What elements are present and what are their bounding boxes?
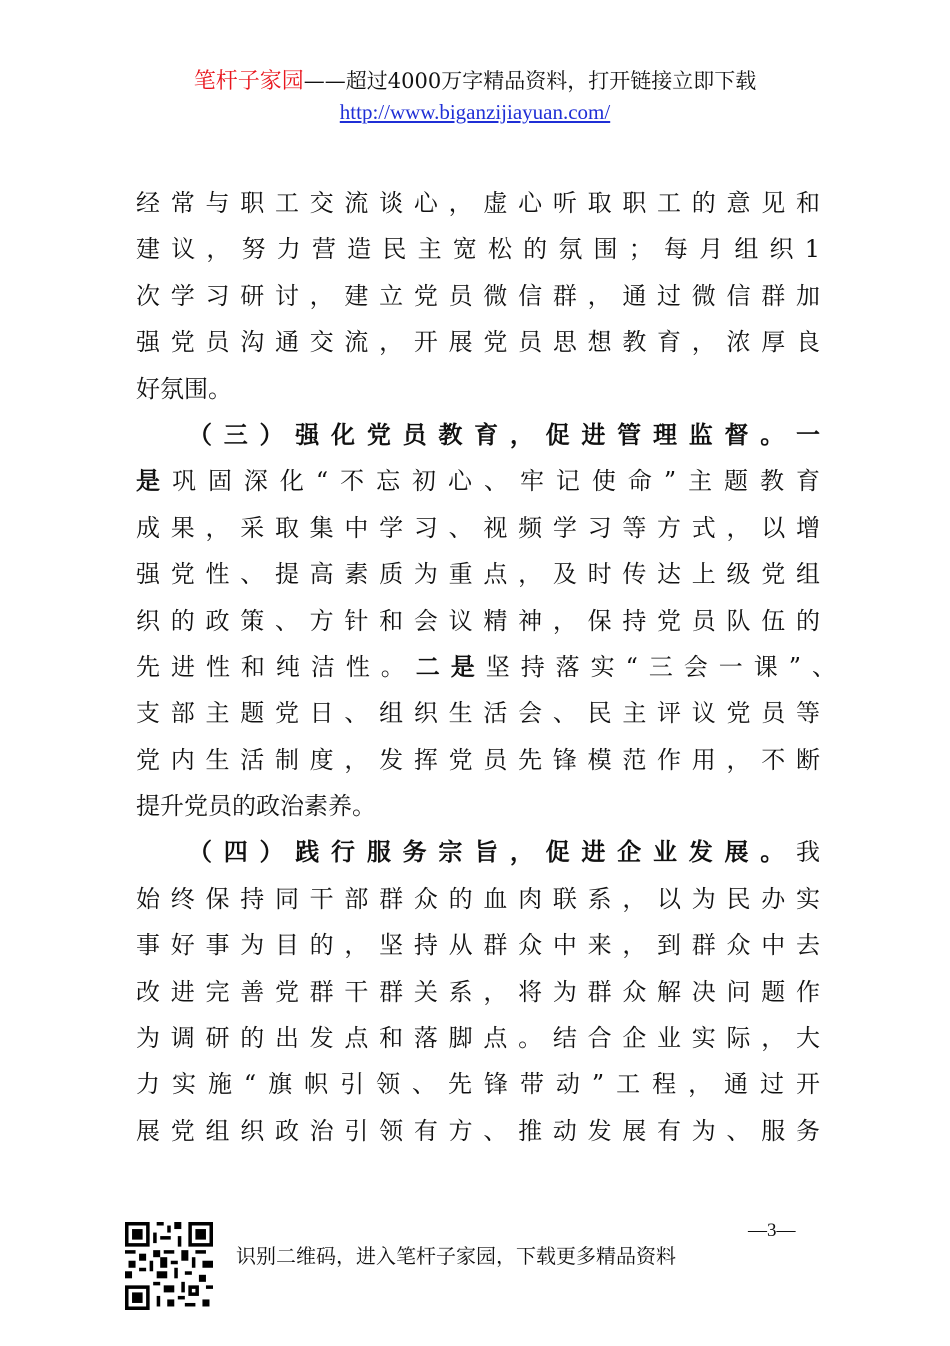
- section-heading-line: [136, 412, 820, 458]
- brand-name: 笔杆子家园: [193, 69, 304, 94]
- text-line: 展党组织政治引领有方、推动发展有为、服务: [136, 1116, 820, 1145]
- text-line: 力实施“旗帜引领、先锋带动”工程，通过开: [136, 1070, 820, 1099]
- text-line: 事好事为目的，坚持从群众中来，到群众中去: [136, 931, 820, 960]
- text-line: 支部主题党日、组织生活会、民主评议党员等: [136, 699, 820, 728]
- item-marker: 二是: [415, 651, 486, 681]
- qr-code-icon[interactable]: [125, 1222, 213, 1310]
- text-line: 经常与职工交流谈心，虚心听取职工的意见和: [136, 189, 820, 217]
- text-line: 强党员沟通交流，开展党员思想教育，浓厚良: [136, 328, 820, 357]
- text-line: 建议，努力营造民主宽松的氛围；每月组织1: [136, 235, 820, 264]
- text-line: 党内生活制度，发挥党员先锋模范作用，不断: [136, 745, 820, 774]
- text-line: 为调研的出发点和落脚点。结合企业实际，大: [136, 1024, 820, 1053]
- text-line: 始终保持同干部群众的血肉联系，以为民办实: [136, 884, 820, 913]
- site-link[interactable]: http://www.biganzijiayuan.com/: [339, 100, 611, 124]
- text-line: 好氛围。: [136, 374, 232, 403]
- item-marker: 是: [136, 466, 172, 496]
- text-line: 是巩固深化“不忘初心、牢记使命”主题教育: [136, 466, 821, 496]
- text-line: 成果，采取集中学习、视频学习等方式，以增: [136, 513, 820, 542]
- section-heading: （四）践行服务宗旨，促进企业发展。: [188, 837, 796, 867]
- header-tagline: ——超过4000万字精品资料，打开链接立即下载: [303, 69, 757, 93]
- footer-note: 识别二维码，进入笔杆子家园，下载更多精品资料: [236, 1244, 676, 1268]
- text-line: 先进性和纯洁性。二是坚持落实“三会一课”、: [136, 651, 836, 681]
- item-marker: 一: [796, 419, 820, 449]
- document-body: [136, 180, 836, 1154]
- text-line: 织的政策、方针和会议精神，保持党员队伍的: [136, 606, 820, 635]
- text-line: 改进完善党群干群关系，将为群众解决问题作: [136, 977, 820, 1006]
- text-line: 提升党员的政治素养。: [136, 792, 376, 821]
- page-number: —3—: [748, 1220, 796, 1241]
- text-line: 次学习研讨，建立党员微信群，通过微信群加: [136, 281, 820, 310]
- header-title-line: [0, 66, 950, 97]
- page-header: [0, 66, 950, 127]
- section-heading-line: （四）践行服务宗旨，促进企业发展。我: [188, 837, 820, 867]
- text-line: 强党性、提高素质为重点，及时传达上级党组: [136, 560, 820, 589]
- section-heading: （三）强化党员教育，促进管理监督。: [188, 419, 796, 449]
